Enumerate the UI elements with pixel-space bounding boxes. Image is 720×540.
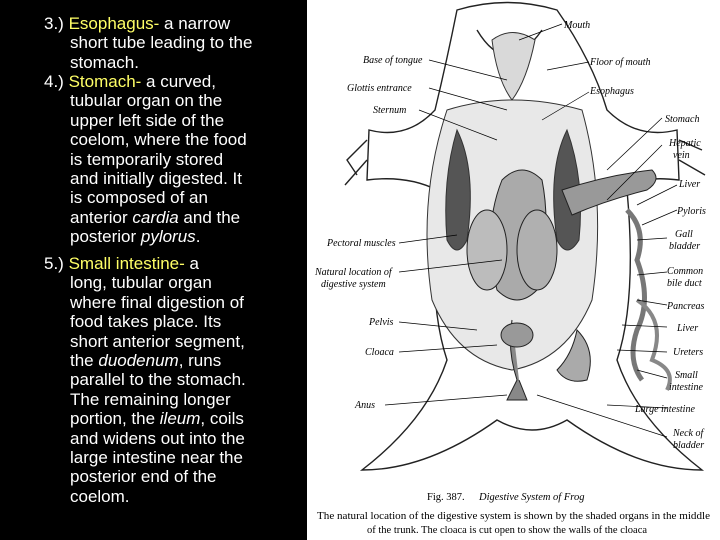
stomach-item — [44, 72, 294, 247]
item-text: parallel to the stomach. — [70, 370, 246, 390]
label-bladder: bladder — [669, 241, 701, 252]
label-sternum: Sternum — [373, 105, 407, 116]
label-small: Small — [675, 370, 698, 381]
label-intestine: intestine — [669, 382, 703, 393]
item-text: a curved, — [141, 72, 216, 91]
item-term-italic: duodenum — [98, 351, 179, 371]
item-text: the — [70, 351, 99, 371]
item-text: food takes place. Its — [70, 312, 222, 332]
item-text: tubular organ on the — [70, 91, 223, 111]
item-number: 5.) — [44, 254, 64, 273]
item-text: posterior — [70, 227, 141, 247]
item-text: is temporarily stored — [70, 149, 224, 169]
label-pyloris: Pyloris — [677, 206, 706, 217]
item-text: , runs — [178, 351, 222, 371]
esophagus-item — [44, 14, 294, 72]
item-text: a — [184, 254, 199, 273]
label-mouth: Mouth — [564, 20, 591, 31]
label-bile-duct: bile duct — [667, 278, 702, 289]
label-stomach: Stomach — [665, 114, 700, 125]
label-gall: Gall — [675, 229, 693, 240]
label-floor-of-mouth: Floor of mouth — [590, 57, 651, 68]
frog-diagram — [307, 0, 720, 540]
item-text: and widens out into the — [70, 428, 245, 448]
label-bladder-2: bladder — [673, 440, 705, 451]
item-text: coelom. — [70, 486, 130, 506]
label-digestive-system: digestive system — [321, 279, 386, 290]
item-term: Esophagus- — [68, 14, 160, 33]
label-liver-2: Liver — [677, 323, 699, 334]
item-number: 4.) — [44, 72, 64, 91]
item-text: short anterior segment, — [70, 331, 245, 351]
label-natural-location: Natural location of — [315, 267, 392, 278]
item-text: , coils — [200, 409, 244, 429]
label-hepatic: Hepatic — [669, 138, 701, 149]
caption-line-1: The natural location of the digestive system is shown by the shaded organs in the middle — [317, 511, 711, 522]
figure-caption — [317, 492, 710, 536]
label-base-of-tongue: Base of tongue — [363, 55, 423, 66]
item-text: long, tubular organ — [70, 273, 212, 293]
label-cloaca: Cloaca — [365, 347, 394, 358]
caption-fig-number: Fig. 387. — [427, 492, 465, 503]
caption-title: Digestive System of Frog — [479, 492, 585, 503]
item-text: and initially digested. It — [70, 169, 242, 189]
label-ureters: Ureters — [673, 347, 704, 358]
item-term-italic: cardia — [132, 207, 179, 227]
item-text: where final digestion of — [70, 292, 244, 312]
frog-digestive-figure — [307, 0, 720, 540]
item-text: anterior — [70, 207, 133, 227]
label-liver: Liver — [679, 179, 701, 190]
item-text-line — [44, 351, 294, 370]
item-text: The remaining longer — [70, 389, 231, 409]
text-panel — [0, 0, 305, 540]
item-text: stomach. — [70, 52, 139, 72]
item-text-line — [44, 227, 294, 246]
label-anus: Anus — [355, 400, 375, 411]
item-text: upper left side of the — [70, 110, 225, 130]
item-number: 3.) — [44, 14, 64, 33]
item-text: short tube leading to the — [70, 33, 253, 53]
item-text: portion, the — [70, 409, 160, 429]
item-text: and the — [178, 207, 241, 227]
item-text: coelom, where the food — [70, 130, 247, 150]
label-pectoral: Pectoral muscles — [327, 238, 396, 249]
caption-line-2: of the trunk. The cloaca is cut open to show the walls of the cloaca — [367, 525, 648, 536]
item-text: is composed of an — [70, 188, 208, 208]
item-term-italic: ileum — [159, 409, 201, 429]
label-vein: vein — [673, 150, 690, 161]
item-text: . — [195, 227, 201, 247]
label-esophagus: Esophagus — [590, 86, 634, 97]
item-term: Stomach- — [68, 72, 142, 91]
item-text: large intestine near the — [70, 448, 243, 468]
label-pancreas: Pancreas — [667, 301, 705, 312]
item-text: a narrow — [159, 14, 231, 33]
item-term: Small intestine- — [68, 254, 185, 273]
label-common: Common — [667, 266, 704, 277]
item-text: posterior end of the — [70, 467, 217, 487]
label-pelvis: Pelvis — [369, 317, 394, 328]
item-text-line — [44, 409, 294, 428]
item-text-line — [44, 208, 294, 227]
label-large-intestine: Large intestine — [635, 404, 695, 415]
label-neck-of: Neck of — [673, 428, 704, 439]
label-glottis: Glottis entrance — [347, 83, 412, 94]
item-term-italic: pylorus — [140, 227, 196, 247]
small-intestine-item — [44, 254, 294, 506]
